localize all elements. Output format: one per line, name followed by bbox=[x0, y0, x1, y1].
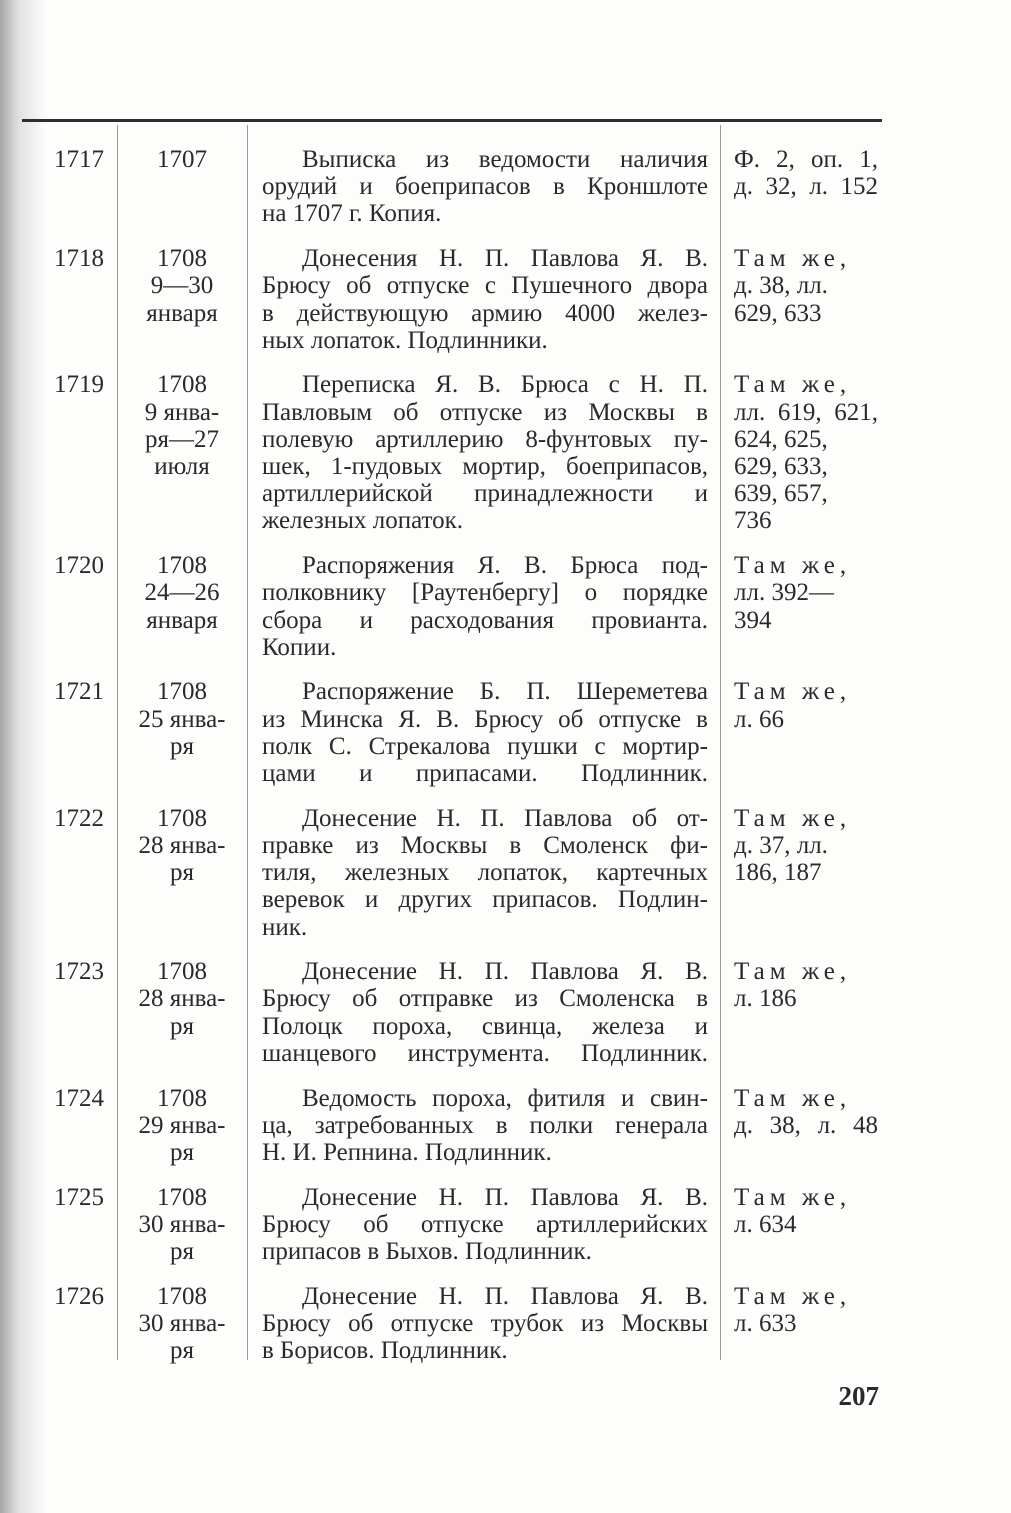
entry-description-line: Брюсу об отпуске с Пушечного двора bbox=[262, 272, 708, 300]
entry-reference bbox=[720, 146, 882, 228]
catalog-entry bbox=[22, 805, 882, 959]
entry-description bbox=[247, 805, 720, 941]
entry-description-line: сбора и расходования провианта. bbox=[262, 606, 708, 634]
entry-description bbox=[247, 1085, 720, 1167]
entry-description-line: Донесение Н. П. Павлова Я. В. bbox=[302, 958, 708, 986]
entry-description-line: Ведомость пороха, фитиля и свин- bbox=[302, 1084, 708, 1112]
entry-description-line: Брюсу об отпуске трубок из Москвы bbox=[262, 1310, 708, 1338]
entry-reference-line: д. 37, лл. bbox=[734, 831, 828, 859]
entry-date-line: 1708 bbox=[157, 1084, 207, 1112]
catalog-entry bbox=[22, 146, 882, 245]
catalog-entry bbox=[22, 1085, 882, 1184]
entry-reference-line: 736 bbox=[734, 507, 772, 535]
entry-reference-line: Там же, bbox=[734, 245, 852, 273]
entry-description-line: Копии. bbox=[262, 633, 337, 661]
entry-reference-line: д. 38, л. 48 bbox=[734, 1111, 878, 1139]
entry-date-line: 30 янва- bbox=[138, 1310, 226, 1338]
entry-date-line: ря bbox=[170, 732, 194, 760]
entry-reference-line: лл. 392— bbox=[734, 579, 834, 607]
entry-reference-line: Там же, bbox=[734, 804, 852, 832]
entry-number: 1718 bbox=[54, 245, 104, 273]
entry-number: 1723 bbox=[54, 958, 104, 986]
entry-reference bbox=[720, 245, 882, 354]
entry-reference-line: д. 38, лл. bbox=[734, 272, 828, 300]
entry-date-line: 1708 bbox=[157, 804, 207, 832]
catalog-entry bbox=[22, 1283, 882, 1365]
entry-reference-line: л. 633 bbox=[734, 1310, 797, 1338]
entry-date-line: 1708 bbox=[157, 371, 207, 399]
entry-reference bbox=[720, 1283, 882, 1365]
entry-description-line: в Борисов. Подлинник. bbox=[262, 1337, 508, 1365]
entry-number: 1722 bbox=[54, 804, 104, 832]
entry-date-line: 1708 bbox=[157, 1183, 207, 1211]
entry-description bbox=[247, 958, 720, 1067]
entry-reference-line: Ф. 2, оп. 1, bbox=[734, 146, 878, 173]
entry-reference-line: Там же, bbox=[734, 1183, 852, 1211]
entry-date-line: января bbox=[146, 299, 218, 327]
entry-description-line: Распоряжение Б. П. Шереметева bbox=[302, 678, 708, 706]
entry-reference-line: 394 bbox=[734, 606, 772, 634]
entry-number: 1726 bbox=[54, 1282, 104, 1310]
entry-reference-line: Там же, bbox=[734, 552, 852, 580]
catalog-entry bbox=[22, 1184, 882, 1283]
entry-description-line: шек, 1-пудовых мортир, боеприпасов, bbox=[262, 453, 708, 481]
entry-date-line: 29 янва- bbox=[138, 1111, 226, 1139]
entry-reference-line: лл. 619, 621, bbox=[734, 398, 878, 426]
entry-date-line: 1708 bbox=[157, 958, 207, 986]
entry-date-line: 1708 bbox=[157, 245, 207, 273]
entry-description-line: Донесения Н. П. Павлова Я. В. bbox=[302, 245, 708, 273]
entry-reference-line: Там же, bbox=[734, 1084, 852, 1112]
entry-reference-line: 629, 633, bbox=[734, 453, 828, 481]
entry-description-line: Полоцк пороха, свинца, железа и bbox=[262, 1012, 708, 1040]
entry-description-line: из Минска Я. В. Брюсу об отпуске в bbox=[262, 705, 708, 733]
entry-date-line: 28 янва- bbox=[138, 831, 226, 859]
entry-description-line: припасов в Быхов. Подлинник. bbox=[262, 1238, 592, 1266]
entry-reference bbox=[720, 678, 882, 787]
entry-description bbox=[247, 371, 720, 534]
entry-reference-line: 629, 633 bbox=[734, 299, 822, 327]
entry-date-line: 24—26 bbox=[144, 579, 220, 607]
entry-date bbox=[117, 552, 247, 661]
entry-date bbox=[117, 805, 247, 941]
entry-description-line: шанцевого инструмента. Подлинник. bbox=[262, 1039, 708, 1067]
entry-date-line: ря bbox=[170, 1337, 194, 1365]
entry-reference-line: 186, 187 bbox=[734, 859, 822, 887]
entry-date bbox=[117, 245, 247, 354]
entry-reference-line: 624, 625, bbox=[734, 425, 828, 453]
entry-description-line: Донесение Н. П. Павлова об от- bbox=[302, 804, 708, 832]
entry-date-line: ря bbox=[170, 1139, 194, 1166]
entry-reference bbox=[720, 805, 882, 941]
entry-date-line: ря bbox=[170, 859, 194, 887]
catalog-entry bbox=[22, 958, 882, 1084]
entry-reference-line: л. 66 bbox=[734, 705, 784, 733]
entry-description bbox=[247, 146, 720, 228]
catalog-entry bbox=[22, 245, 882, 371]
entry-reference bbox=[720, 1085, 882, 1167]
entry-reference bbox=[720, 1184, 882, 1266]
entry-number: 1725 bbox=[54, 1183, 104, 1211]
entry-number: 1717 bbox=[54, 146, 104, 173]
entry-date-line: ря—27 bbox=[145, 425, 219, 453]
entry-reference bbox=[720, 371, 882, 534]
entry-description-line: Донесение Н. П. Павлова Я. В. bbox=[302, 1183, 708, 1211]
entry-description-line: правке из Москвы в Смоленск фи- bbox=[262, 831, 708, 859]
entry-date-line: 1708 bbox=[157, 678, 207, 706]
entry-description bbox=[247, 678, 720, 787]
entry-reference bbox=[720, 958, 882, 1067]
entry-description-line: на 1707 г. Копия. bbox=[262, 200, 442, 228]
entry-date bbox=[117, 1184, 247, 1266]
entry-description-line: ник. bbox=[262, 913, 308, 941]
entry-number: 1720 bbox=[54, 552, 104, 580]
entry-description-line: полковнику [Раутенбергу] о порядке bbox=[262, 579, 708, 607]
entry-description bbox=[247, 1283, 720, 1365]
entry-description-line: Павловым об отпуске из Москвы в bbox=[262, 398, 708, 426]
entry-description-line: ца, затребованных в полки генерала bbox=[262, 1111, 708, 1139]
entry-date-line: 1707 bbox=[157, 146, 207, 173]
entry-number: 1721 bbox=[54, 678, 104, 706]
entry-description-line: тиля, железных лопаток, картечных bbox=[262, 859, 708, 887]
entry-date-line: 9—30 bbox=[150, 272, 214, 300]
entry-description-line: ных лопаток. Подлинники. bbox=[262, 326, 548, 354]
entry-reference-line: Там же, bbox=[734, 371, 852, 399]
entry-date bbox=[117, 1283, 247, 1365]
entry-date-line: 1708 bbox=[157, 552, 207, 580]
entry-reference bbox=[720, 552, 882, 661]
entry-date-line: ря bbox=[170, 1238, 194, 1266]
entry-description-line: веревок и других припасов. Подлин- bbox=[262, 886, 708, 914]
entry-reference-line: Там же, bbox=[734, 1282, 852, 1310]
entry-description-line: Брюсу об отпуске артиллерийских bbox=[262, 1210, 708, 1238]
entry-description-line: Распоряжения Я. В. Брюса под- bbox=[302, 552, 708, 580]
entry-date-line: июля bbox=[154, 453, 210, 481]
entry-date-line: 25 янва- bbox=[138, 705, 226, 733]
entry-number: 1719 bbox=[54, 371, 104, 399]
entry-description bbox=[247, 552, 720, 661]
entry-description bbox=[247, 245, 720, 354]
entry-reference-line: л. 186 bbox=[734, 985, 797, 1013]
entry-description-line: цами и припасами. Подлинник. bbox=[262, 760, 708, 788]
entry-reference-line: Там же, bbox=[734, 958, 852, 986]
entry-description-line: полевую артиллерию 8-фунтовых пу- bbox=[262, 425, 708, 453]
entry-reference-line: 639, 657, bbox=[734, 480, 828, 508]
entry-date-line: 28 янва- bbox=[138, 985, 226, 1013]
page-number: 207 bbox=[838, 1381, 879, 1411]
entry-description-line: железных лопаток. bbox=[262, 507, 464, 535]
catalog-entry bbox=[22, 552, 882, 678]
entry-description-line: полк С. Стрекалова пушки с мортир- bbox=[262, 732, 708, 760]
entry-date bbox=[117, 678, 247, 787]
entry-description-line: в действующую армию 4000 желез- bbox=[262, 299, 708, 327]
entry-description-line: Донесение Н. П. Павлова Я. В. bbox=[302, 1282, 708, 1310]
entry-date bbox=[117, 1085, 247, 1167]
entry-date bbox=[117, 371, 247, 534]
entry-reference-line: л. 634 bbox=[734, 1210, 797, 1238]
entry-description-line: Брюсу об отправке из Смоленска в bbox=[262, 985, 708, 1013]
entry-description-line: Выписка из ведомости наличия bbox=[302, 146, 708, 173]
entry-date-line: 9 янва- bbox=[144, 398, 220, 426]
entry-date-line: ря bbox=[170, 1012, 194, 1040]
catalog-entry bbox=[22, 678, 882, 804]
entry-description bbox=[247, 1184, 720, 1266]
entry-description-line: артиллерийской принадлежности и bbox=[262, 480, 708, 508]
entry-reference-line: д. 32, л. 152 bbox=[734, 173, 878, 201]
entry-description-line: орудий и боеприпасов в Кроншлоте bbox=[262, 173, 708, 201]
entry-reference-line: Там же, bbox=[734, 678, 852, 706]
entry-date bbox=[117, 958, 247, 1067]
entry-number: 1724 bbox=[54, 1084, 104, 1112]
entry-date-line: января bbox=[146, 606, 218, 634]
catalog-table bbox=[22, 146, 882, 1364]
table-top-rule bbox=[22, 119, 882, 122]
entry-description-line: Н. И. Репнина. Подлинник. bbox=[262, 1139, 552, 1166]
entry-date-line: 30 янва- bbox=[138, 1210, 226, 1238]
entry-date-line: 1708 bbox=[157, 1282, 207, 1310]
entry-description-line: Переписка Я. В. Брюса с Н. П. bbox=[302, 371, 708, 399]
catalog-entry bbox=[22, 371, 882, 552]
entry-date bbox=[117, 146, 247, 228]
